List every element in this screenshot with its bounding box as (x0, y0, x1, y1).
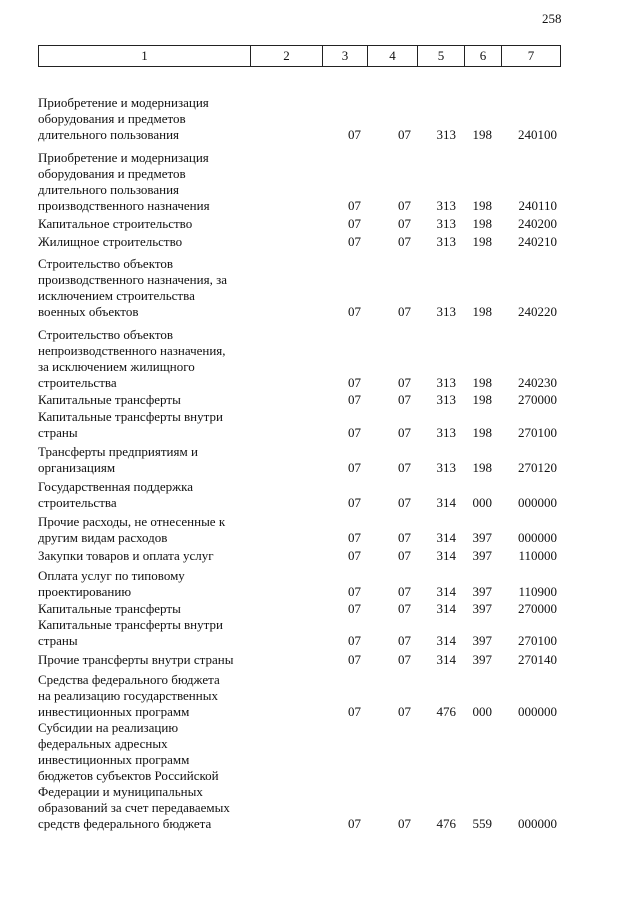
column-header-3: 3 (323, 46, 368, 67)
row-code-6: 198 (472, 234, 492, 249)
row-code-6: 397 (472, 652, 492, 667)
row-code-3: 07 (348, 816, 361, 831)
page-number: 258 (542, 11, 562, 26)
row-code-3: 07 (348, 704, 361, 719)
table-row (38, 444, 560, 476)
row-code-4: 07 (398, 704, 411, 719)
row-code-4: 07 (398, 495, 411, 510)
row-code-5: 313 (436, 127, 456, 142)
row-code-4: 07 (398, 530, 411, 545)
row-code-7: 000000 (518, 495, 557, 510)
table-row (38, 216, 560, 232)
row-description: Приобретение и модернизация оборудования и предметов длительного пользования производственного назначения (38, 150, 210, 213)
table-row (38, 256, 560, 320)
row-code-6: 397 (472, 530, 492, 545)
table-row (38, 601, 560, 617)
row-code-5: 313 (436, 304, 456, 319)
row-code-5: 313 (436, 425, 456, 440)
row-code-4: 07 (398, 392, 411, 407)
row-description: Капитальные трансферты (38, 601, 181, 616)
row-code-5: 314 (436, 530, 456, 545)
table-row (38, 479, 560, 511)
row-description: Трансферты предприятиям и организациям (38, 444, 198, 475)
row-code-3: 07 (348, 652, 361, 667)
row-code-7: 270000 (518, 601, 557, 616)
column-header-6: 6 (465, 46, 502, 67)
row-code-7: 000000 (518, 530, 557, 545)
row-code-5: 314 (436, 495, 456, 510)
column-header-4: 4 (368, 46, 418, 67)
row-code-5: 313 (436, 234, 456, 249)
row-code-6: 198 (472, 127, 492, 142)
row-code-6: 198 (472, 216, 492, 231)
row-code-4: 07 (398, 584, 411, 599)
row-description: Приобретение и модернизация оборудования и предметов длительного пользования (38, 95, 209, 142)
row-code-5: 313 (436, 198, 456, 213)
row-code-5: 314 (436, 548, 456, 563)
row-code-5: 314 (436, 633, 456, 648)
table-row (38, 652, 560, 668)
row-code-6: 397 (472, 601, 492, 616)
row-code-6: 198 (472, 198, 492, 213)
row-code-3: 07 (348, 548, 361, 563)
row-code-7: 240220 (518, 304, 557, 319)
row-code-7: 270100 (518, 633, 557, 648)
row-code-6: 397 (472, 633, 492, 648)
table-row (38, 720, 560, 832)
row-code-3: 07 (348, 530, 361, 545)
row-description: Прочие расходы, не отнесенные к другим видам расходов (38, 514, 226, 545)
row-code-4: 07 (398, 234, 411, 249)
row-code-3: 07 (348, 198, 361, 213)
row-code-5: 313 (436, 460, 456, 475)
row-description: Оплата услуг по типовому проектированию (38, 568, 185, 599)
row-code-6: 198 (472, 460, 492, 475)
row-code-6: 198 (472, 425, 492, 440)
row-description: Капитальные трансферты внутри страны (38, 409, 223, 440)
row-code-5: 313 (436, 216, 456, 231)
row-code-6: 198 (472, 375, 492, 390)
table-row (38, 409, 560, 441)
row-code-3: 07 (348, 495, 361, 510)
row-code-3: 07 (348, 375, 361, 390)
column-header-table (38, 45, 561, 67)
row-code-5: 314 (436, 601, 456, 616)
row-code-7: 270140 (518, 652, 557, 667)
table-row (38, 392, 560, 408)
row-code-7: 240110 (518, 198, 557, 213)
column-header-2: 2 (251, 46, 323, 67)
row-code-7: 240200 (518, 216, 557, 231)
row-code-3: 07 (348, 234, 361, 249)
row-description: Закупки товаров и оплата услуг (38, 548, 214, 563)
row-code-5: 476 (436, 816, 456, 831)
table-row (38, 617, 560, 649)
row-code-6: 198 (472, 304, 492, 319)
table-row (38, 95, 560, 143)
table-row (38, 548, 560, 564)
column-header-5: 5 (418, 46, 465, 67)
row-description: Строительство объектов непроизводственного назначения, за исключением жилищного строительства (38, 327, 226, 390)
row-code-7: 270120 (518, 460, 557, 475)
row-code-7: 000000 (518, 704, 557, 719)
row-code-6: 000 (472, 704, 492, 719)
row-code-3: 07 (348, 633, 361, 648)
row-code-6: 559 (472, 816, 492, 831)
table-row (38, 327, 560, 391)
row-code-4: 07 (398, 601, 411, 616)
row-code-4: 07 (398, 425, 411, 440)
row-code-5: 313 (436, 392, 456, 407)
row-code-3: 07 (348, 425, 361, 440)
row-description: Капитальные трансферты (38, 392, 181, 407)
row-code-4: 07 (398, 375, 411, 390)
row-description: Строительство объектов производственного назначения, за исключением строительства военных объектов (38, 256, 227, 319)
row-code-6: 000 (472, 495, 492, 510)
column-header-1: 1 (39, 46, 251, 67)
row-code-3: 07 (348, 304, 361, 319)
row-code-4: 07 (398, 652, 411, 667)
row-description: Капитальное строительство (38, 216, 193, 231)
row-description: Капитальные трансферты внутри страны (38, 617, 223, 648)
row-code-4: 07 (398, 198, 411, 213)
row-description: Средства федерального бюджета на реализацию государственных инвестиционных программ (38, 672, 220, 719)
row-description: Субсидии на реализацию федеральных адресных инвестиционных программ бюджетов субъектов Российской Федерации и муниципальных образований за счет передаваемых средств федерального бюджета (38, 720, 230, 831)
row-code-5: 314 (436, 652, 456, 667)
row-description: Жилищное строительство (38, 234, 183, 249)
row-code-5: 313 (436, 375, 456, 390)
row-code-4: 07 (398, 816, 411, 831)
row-code-4: 07 (398, 216, 411, 231)
row-code-7: 110000 (518, 548, 557, 563)
row-code-3: 07 (348, 127, 361, 142)
row-code-6: 397 (472, 584, 492, 599)
row-code-4: 07 (398, 304, 411, 319)
row-code-3: 07 (348, 601, 361, 616)
table-row (38, 568, 560, 600)
row-code-3: 07 (348, 216, 361, 231)
row-code-7: 110900 (518, 584, 557, 599)
table-row (38, 672, 560, 720)
row-code-4: 07 (398, 548, 411, 563)
row-code-6: 198 (472, 392, 492, 407)
row-code-7: 270000 (518, 392, 557, 407)
row-description: Государственная поддержка строительства (38, 479, 194, 510)
row-code-7: 000000 (518, 816, 557, 831)
row-code-3: 07 (348, 460, 361, 475)
table-row (38, 234, 560, 250)
row-code-7: 240210 (518, 234, 557, 249)
row-code-4: 07 (398, 460, 411, 475)
row-code-3: 07 (348, 392, 361, 407)
row-code-4: 07 (398, 633, 411, 648)
row-code-7: 270100 (518, 425, 557, 440)
row-code-5: 314 (436, 584, 456, 599)
row-code-7: 240230 (518, 375, 557, 390)
row-code-4: 07 (398, 127, 411, 142)
row-code-6: 397 (472, 548, 492, 563)
column-header-7: 7 (502, 46, 561, 67)
row-description: Прочие трансферты внутри страны (38, 652, 234, 667)
row-code-3: 07 (348, 584, 361, 599)
row-code-5: 476 (436, 704, 456, 719)
column-header-row (39, 46, 561, 67)
table-row (38, 150, 560, 214)
table-row (38, 514, 560, 546)
row-code-7: 240100 (518, 127, 557, 142)
